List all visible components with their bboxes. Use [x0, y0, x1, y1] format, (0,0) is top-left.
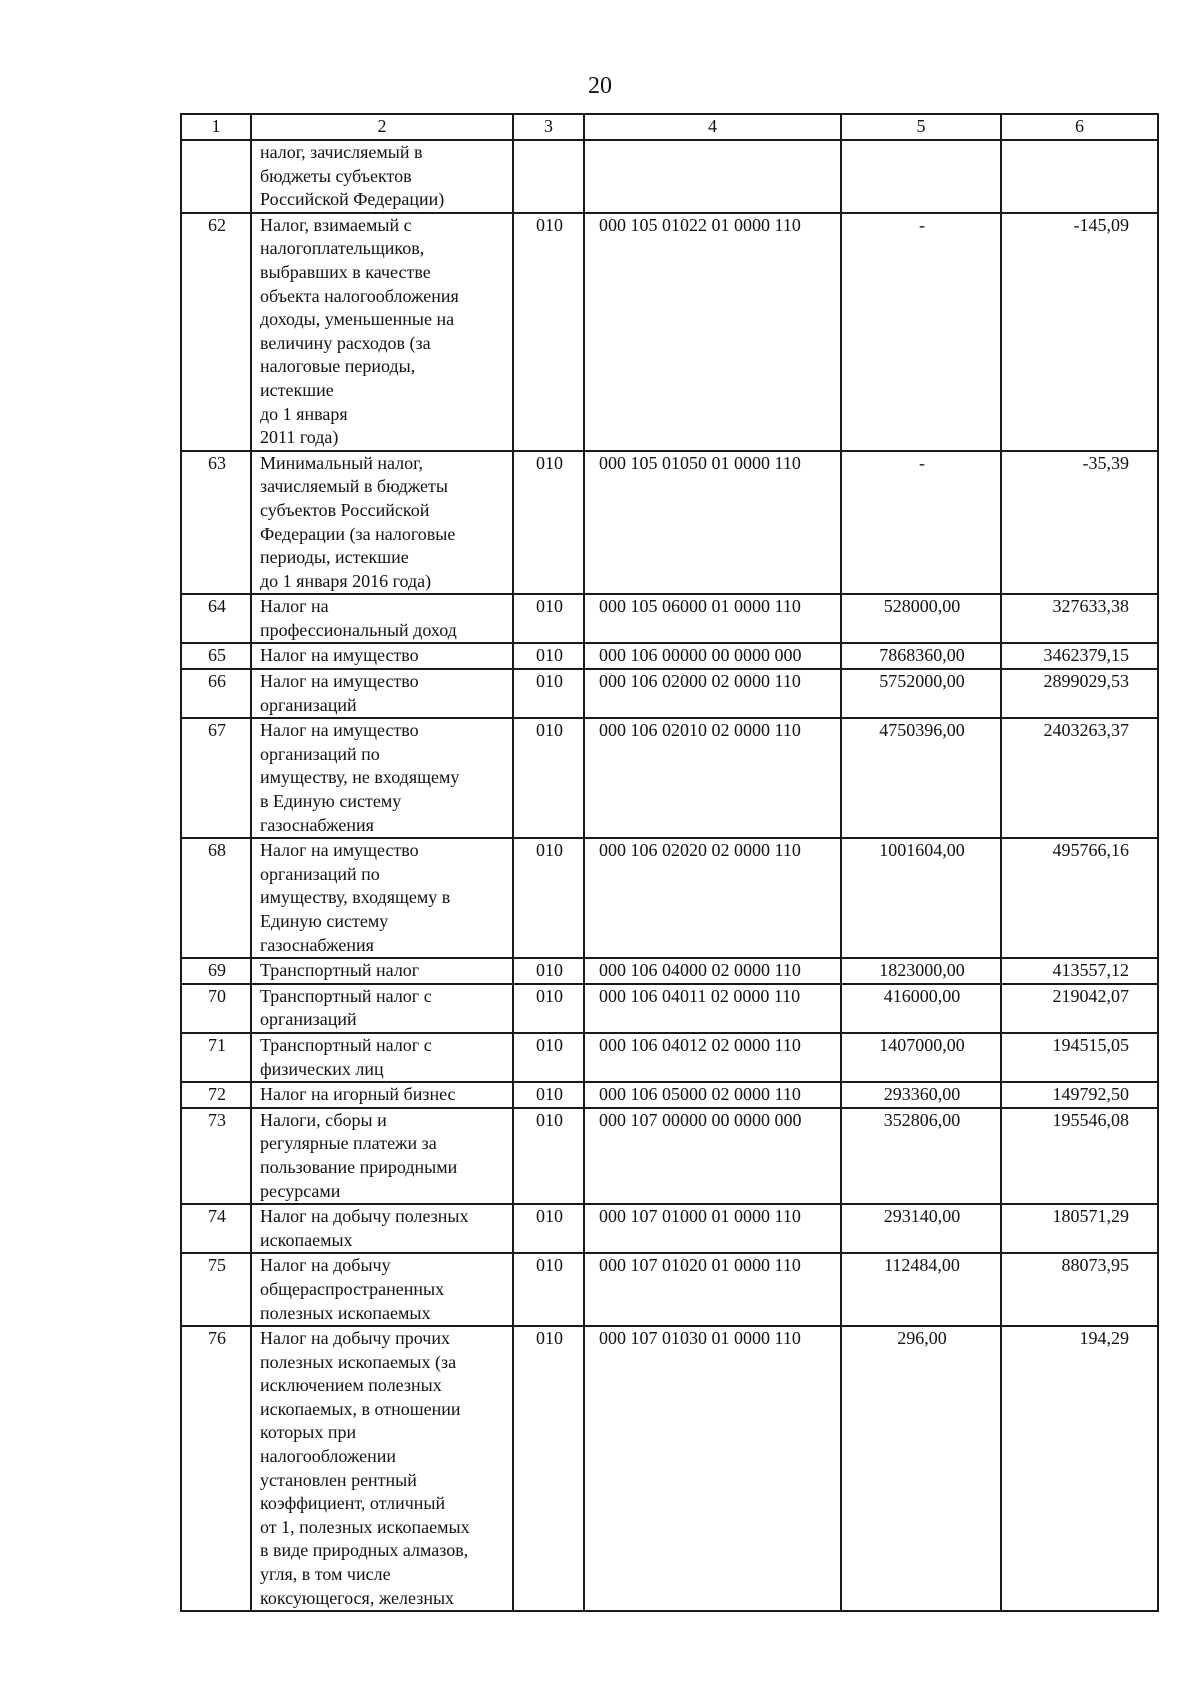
row-actual-amount: 3462379,15: [1001, 643, 1158, 669]
row-planned-amount: 1407000,00: [841, 1033, 1001, 1082]
table-row: [181, 1253, 1158, 1326]
row-budget-classification-code: 000 106 04011 02 0000 110: [584, 984, 841, 1033]
table-row: [181, 451, 1158, 595]
table-row: [181, 984, 1158, 1033]
row-number: 62: [181, 213, 251, 451]
row-name-line: которых при: [260, 1422, 357, 1443]
row-grbs-code: 010: [513, 958, 584, 984]
row-name-line: истекшие: [260, 379, 334, 400]
row-grbs-code: 010: [513, 451, 584, 595]
table-row: [181, 1033, 1158, 1082]
row-name-line: налогообложении: [260, 1446, 397, 1467]
row-budget-classification-code: 000 107 01000 01 0000 110: [584, 1204, 841, 1253]
row-name-line: до 1 января 2016 года): [260, 570, 432, 591]
row-planned-amount: 352806,00: [841, 1108, 1001, 1204]
row-grbs-code: 010: [513, 1033, 584, 1082]
row-actual-amount: -145,09: [1001, 213, 1158, 451]
row-planned-amount: 1001604,00: [841, 838, 1001, 958]
row-planned-amount: 7868360,00: [841, 643, 1001, 669]
row-budget-classification-code: 000 106 04012 02 0000 110: [584, 1033, 841, 1082]
row-grbs-code: 010: [513, 984, 584, 1033]
row-name-line: Налог на имущество: [260, 645, 419, 666]
row-planned-amount: 293360,00: [841, 1082, 1001, 1108]
row-budget-classification-code: 000 106 02010 02 0000 110: [584, 718, 841, 838]
row-name: [251, 1326, 513, 1611]
row-name-line: Транспортный налог с: [260, 1034, 432, 1055]
row-budget-classification-code: 000 107 00000 00 0000 000: [584, 1108, 841, 1204]
row-name-line: Федерации (за налоговые: [260, 523, 456, 544]
row-grbs-code: 010: [513, 594, 584, 643]
row-name-line: в Единую систему: [260, 791, 402, 812]
table-row: [181, 1108, 1158, 1204]
row-name: [251, 1082, 513, 1108]
row-planned-amount: 296,00: [841, 1326, 1001, 1611]
row-name-line: Минимальный налог,: [260, 452, 423, 473]
row-grbs-code: [513, 140, 584, 213]
row-name-line: налог, зачисляемый в: [260, 142, 423, 162]
row-number: 69: [181, 958, 251, 984]
row-budget-classification-code: 000 106 02000 02 0000 110: [584, 669, 841, 718]
row-name-line: регулярные платежи за: [260, 1133, 437, 1154]
row-number: 66: [181, 669, 251, 718]
row-budget-classification-code: 000 105 01050 01 0000 110: [584, 451, 841, 595]
row-grbs-code: 010: [513, 643, 584, 669]
row-actual-amount: [1001, 140, 1158, 213]
table-row: [181, 958, 1158, 984]
row-number: 75: [181, 1253, 251, 1326]
row-actual-amount: 495766,16: [1001, 838, 1158, 958]
column-header: 3: [513, 114, 584, 140]
row-number: 67: [181, 718, 251, 838]
row-name: [251, 213, 513, 451]
row-grbs-code: 010: [513, 1204, 584, 1253]
row-name: [251, 643, 513, 669]
row-planned-amount: 112484,00: [841, 1253, 1001, 1326]
row-name-line: коэффициент, отличный: [260, 1493, 446, 1514]
row-name-line: Единую систему: [260, 911, 389, 931]
row-planned-amount: [841, 140, 1001, 213]
table-row: [181, 140, 1158, 213]
column-header: 4: [584, 114, 841, 140]
row-name-line: Налог на добычу полезных: [260, 1206, 469, 1227]
table-row: [181, 643, 1158, 669]
row-name-line: Налог на добычу прочих: [260, 1328, 450, 1349]
row-name: [251, 594, 513, 643]
row-name: [251, 140, 513, 213]
row-number: 74: [181, 1204, 251, 1253]
revenue-table: [180, 113, 1159, 1612]
row-name: [251, 718, 513, 838]
column-header: 1: [181, 114, 251, 140]
row-name-line: Налог на: [260, 596, 329, 617]
row-planned-amount: 293140,00: [841, 1204, 1001, 1253]
row-budget-classification-code: 000 106 02020 02 0000 110: [584, 838, 841, 958]
row-name-line: Налог на добычу: [260, 1255, 391, 1276]
row-name-line: имуществу, входящему в: [260, 887, 451, 908]
row-name-line: газоснабжения: [260, 934, 374, 955]
row-name-line: организаций: [260, 1009, 357, 1030]
row-name-line: Налог на имущество: [260, 720, 419, 741]
row-number: 70: [181, 984, 251, 1033]
row-budget-classification-code: 000 106 04000 02 0000 110: [584, 958, 841, 984]
row-planned-amount: -: [841, 451, 1001, 595]
row-name-line: Налог на игорный бизнес: [260, 1084, 456, 1105]
column-header: 5: [841, 114, 1001, 140]
row-number: 65: [181, 643, 251, 669]
row-planned-amount: 5752000,00: [841, 669, 1001, 718]
row-budget-classification-code: 000 107 01020 01 0000 110: [584, 1253, 841, 1326]
page-number: 20: [588, 73, 612, 99]
row-budget-classification-code: 000 105 01022 01 0000 110: [584, 213, 841, 451]
row-name-line: ископаемых, в отношении: [260, 1398, 461, 1419]
row-name: [251, 1108, 513, 1204]
row-name-line: физических лиц: [260, 1058, 384, 1079]
row-name-line: организаций по: [260, 743, 380, 764]
row-planned-amount: 1823000,00: [841, 958, 1001, 984]
row-number: 72: [181, 1082, 251, 1108]
row-name-line: в виде природных алмазов,: [260, 1540, 469, 1561]
row-name-line: налоговые периоды,: [260, 356, 416, 377]
row-name: [251, 1253, 513, 1326]
row-name-line: установлен рентный: [260, 1469, 417, 1490]
row-name-line: Налоги, сборы и: [260, 1109, 387, 1130]
row-actual-amount: 2403263,37: [1001, 718, 1158, 838]
row-name-line: зачисляемый в бюджеты: [260, 476, 448, 497]
row-name-line: 2011 года): [260, 427, 339, 448]
row-number: [181, 140, 251, 213]
row-grbs-code: 010: [513, 669, 584, 718]
row-actual-amount: 413557,12: [1001, 958, 1158, 984]
table-row: [181, 213, 1158, 451]
row-number: 71: [181, 1033, 251, 1082]
column-header: 2: [251, 114, 513, 140]
row-actual-amount: 149792,50: [1001, 1082, 1158, 1108]
row-name-line: субъектов Российской: [260, 499, 430, 520]
column-header: 6: [1001, 114, 1158, 140]
row-name-line: периоды, истекшие: [260, 547, 409, 568]
row-grbs-code: 010: [513, 1253, 584, 1326]
row-actual-amount: 219042,07: [1001, 984, 1158, 1033]
row-name-line: бюджеты субъектов: [260, 165, 412, 186]
row-name: [251, 1204, 513, 1253]
row-name-line: профессиональный доход: [260, 619, 457, 640]
row-name: [251, 1033, 513, 1082]
row-number: 64: [181, 594, 251, 643]
row-name-line: имуществу, не входящему: [260, 767, 460, 788]
table-row: [181, 669, 1158, 718]
table-row: [181, 1326, 1158, 1611]
row-number: 63: [181, 451, 251, 595]
table-row: [181, 718, 1158, 838]
row-planned-amount: -: [841, 213, 1001, 451]
row-name-line: угля, в том числе: [260, 1564, 391, 1585]
row-budget-classification-code: 000 106 00000 00 0000 000: [584, 643, 841, 669]
row-budget-classification-code: 000 106 05000 02 0000 110: [584, 1082, 841, 1108]
row-name-line: Российской Федерации): [260, 189, 445, 210]
row-actual-amount: 327633,38: [1001, 594, 1158, 643]
table-row: [181, 1204, 1158, 1253]
table-row: [181, 1082, 1158, 1108]
row-name-line: доходы, уменьшенные на: [260, 309, 455, 330]
row-number: 73: [181, 1108, 251, 1204]
row-name-line: Налог на имущество: [260, 671, 419, 692]
table-header-row: [181, 114, 1158, 140]
row-budget-classification-code: [584, 140, 841, 213]
row-name: [251, 958, 513, 984]
row-name-line: общераспространенных: [260, 1278, 445, 1299]
row-name-line: налогоплательщиков,: [260, 238, 425, 259]
row-number: 68: [181, 838, 251, 958]
row-grbs-code: 010: [513, 213, 584, 451]
row-number: 76: [181, 1326, 251, 1611]
row-name-line: организаций: [260, 694, 357, 715]
row-actual-amount: 2899029,53: [1001, 669, 1158, 718]
row-actual-amount: -35,39: [1001, 451, 1158, 595]
row-actual-amount: 88073,95: [1001, 1253, 1158, 1326]
row-name-line: Транспортный налог с: [260, 985, 432, 1006]
row-name-line: исключением полезных: [260, 1375, 442, 1396]
row-name-line: Налог на имущество: [260, 840, 419, 861]
row-name-line: величину расходов (за: [260, 332, 431, 353]
row-name-line: Транспортный налог: [260, 960, 420, 981]
row-name-line: ресурсами: [260, 1180, 341, 1201]
row-actual-amount: 194515,05: [1001, 1033, 1158, 1082]
row-name-line: пользование природными: [260, 1156, 458, 1177]
row-grbs-code: 010: [513, 1326, 584, 1611]
row-grbs-code: 010: [513, 1082, 584, 1108]
row-name-line: от 1, полезных ископаемых: [260, 1516, 470, 1537]
row-name-line: Налог, взимаемый с: [260, 214, 412, 235]
row-planned-amount: 416000,00: [841, 984, 1001, 1033]
row-name-line: объекта налогообложения: [260, 285, 459, 306]
row-name-line: ископаемых: [260, 1229, 353, 1250]
table-row: [181, 838, 1158, 958]
row-name: [251, 669, 513, 718]
row-planned-amount: 4750396,00: [841, 718, 1001, 838]
row-actual-amount: 180571,29: [1001, 1204, 1158, 1253]
row-name-line: выбравших в качестве: [260, 261, 431, 282]
row-grbs-code: 010: [513, 838, 584, 958]
row-name-line: организаций по: [260, 863, 380, 884]
row-name-line: полезных ископаемых: [260, 1302, 431, 1323]
row-actual-amount: 195546,08: [1001, 1108, 1158, 1204]
row-budget-classification-code: 000 105 06000 01 0000 110: [584, 594, 841, 643]
row-grbs-code: 010: [513, 1108, 584, 1204]
row-name-line: газоснабжения: [260, 814, 374, 835]
row-planned-amount: 528000,00: [841, 594, 1001, 643]
row-name: [251, 984, 513, 1033]
row-name: [251, 838, 513, 958]
row-budget-classification-code: 000 107 01030 01 0000 110: [584, 1326, 841, 1611]
row-name-line: до 1 января: [260, 403, 348, 424]
row-name-line: полезных ископаемых (за: [260, 1351, 457, 1372]
row-name-line: коксующегося, железных: [260, 1587, 455, 1608]
table-row: [181, 594, 1158, 643]
row-actual-amount: 194,29: [1001, 1326, 1158, 1611]
row-grbs-code: 010: [513, 718, 584, 838]
row-name: [251, 451, 513, 595]
